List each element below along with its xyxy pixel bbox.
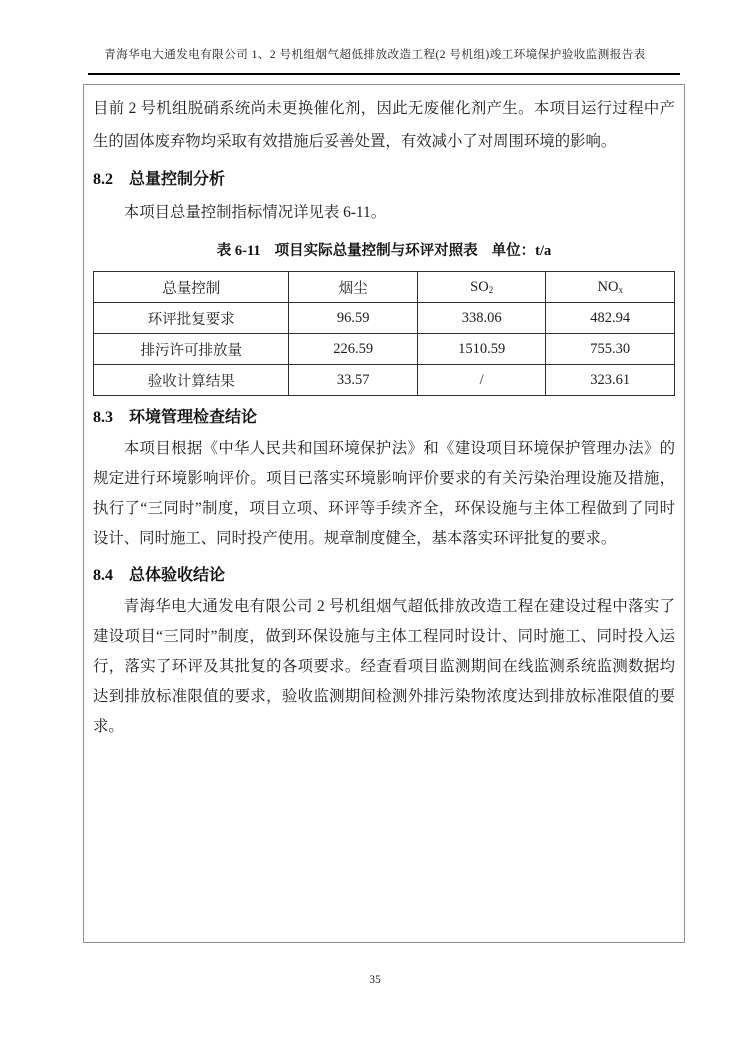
section-title: 总体验收结论 (129, 567, 226, 584)
cell-value: 755.30 (546, 334, 675, 365)
section-title: 总量控制分析 (129, 171, 226, 188)
cell-value: 338.06 (417, 303, 546, 334)
cell-value: 323.61 (546, 365, 675, 396)
section-number: 8.2 (93, 171, 113, 188)
section-heading-8-4 (93, 562, 675, 590)
table-caption-unit: 单位：t/a (491, 243, 552, 259)
table-caption-label: 表 6-11 (216, 243, 261, 259)
row-label: 环评批复要求 (94, 303, 289, 334)
table-caption-title: 项目实际总量控制与环评对照表 (274, 243, 478, 259)
section-title: 环境管理检查结论 (129, 409, 258, 426)
table-row (94, 334, 675, 365)
table-6-11-caption (93, 239, 675, 263)
table-row (94, 303, 675, 334)
cell-value: / (417, 365, 546, 396)
cell-value: 33.57 (289, 365, 418, 396)
section-heading-8-2 (93, 166, 675, 194)
page-number: 35 (369, 974, 381, 986)
section-number: 8.4 (93, 567, 113, 584)
table-row (94, 365, 675, 396)
row-label: 验收计算结果 (94, 365, 289, 396)
section-number: 8.3 (93, 409, 113, 426)
total-amount-control-table (93, 271, 675, 396)
row-label: 排污许可排放量 (94, 334, 289, 365)
cell-value: 1510.59 (417, 334, 546, 365)
header-divider-rule (88, 73, 680, 75)
table-header-so2: $SO_2$ (417, 272, 546, 303)
table-header-control: 总量控制 (94, 272, 289, 303)
intro-paragraph: 目前 2 号机组脱硝系统尚未更换催化剂，因此无废催化剂产生。本项目运行过程中产生的固体废弃物均采取有效措施后妥善处置，有效减小了对周围环境的影响。 (93, 100, 675, 150)
table-header-row (94, 272, 675, 303)
cell-value: 482.94 (546, 303, 675, 334)
section-8-4-paragraph: 青海华电大通发电有限公司 2 号机组烟气超低排放改造工程在建设过程中落实了建设项目“三同时”制度，做到环保设施与主体工程同时设计、同时施工、同时投入运行，落实了环评及其批复的各项要求。经查看项目监测期间在线监测系统监测数据均达到排放标准限值的要求，验收监测期间检测外排污染物浓度达到排放标准限值的要求。 (93, 598, 675, 735)
section-8-2-paragraph: 本项目总量控制指标情况详见表 6-11。 (123, 204, 387, 221)
document-header-title: 青海华电大通发电有限公司 1、2 号机组烟气超低排放改造工程(2 号机组)竣工环境保护验收监测报告表 (104, 49, 646, 61)
cell-value: 96.59 (289, 303, 418, 334)
section-heading-8-3 (93, 404, 675, 432)
table-header-smoke-dust: 烟尘 (289, 272, 418, 303)
report-content-frame (83, 84, 685, 943)
cell-value: 226.59 (289, 334, 418, 365)
section-8-3-paragraph: 本项目根据《中华人民共和国环境保护法》和《建设项目环境保护管理办法》的规定进行环境影响评价。项目已落实环境影响评价要求的有关污染治理设施及措施，执行了“三同时”制度，项目立项、环评等手续齐全，环保设施与主体工程做到了同时设计、同时施工、同时投产使用。规章制度健全，基本落实环评批复的要求。 (93, 440, 675, 547)
table-header-nox: $NO_x$ (546, 272, 675, 303)
